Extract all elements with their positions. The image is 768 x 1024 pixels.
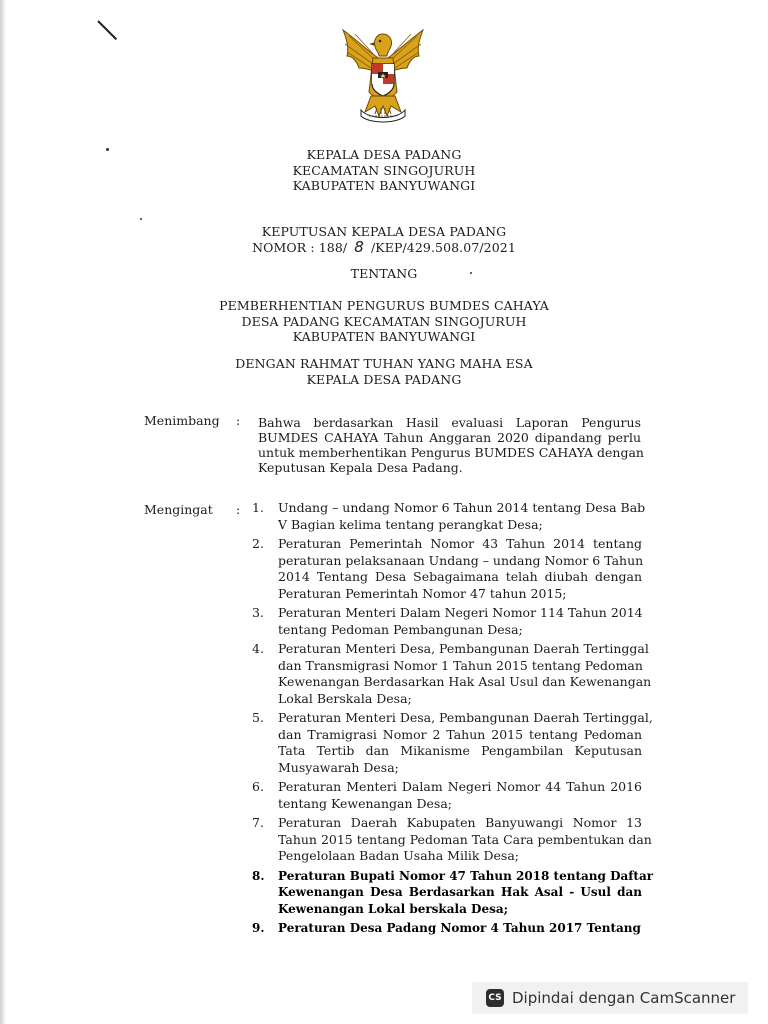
list-item-number: 4. xyxy=(252,641,264,656)
list-item-line: Peraturan Pemerintah Nomor 43 Tahun 2014 tentang xyxy=(278,536,642,551)
tentang-heading xyxy=(0,266,768,282)
decree-number-suffix: /KEP/429.508.07/2021 xyxy=(371,239,516,255)
list-item-line: Peraturan Bupati Nomor 47 Tahun 2018 tentang Daftar xyxy=(278,868,654,883)
mengingat-item xyxy=(246,710,653,776)
list-item-number: 5. xyxy=(252,710,264,725)
list-item-line: Lokal Berskala Desa; xyxy=(278,690,412,706)
list-item-number: 8. xyxy=(252,868,265,883)
decree-title-block xyxy=(0,224,768,255)
mengingat-item xyxy=(246,641,652,707)
paragraph-line: Bahwa berdasarkan Hasil evaluasi Laporan Pengurus xyxy=(258,415,641,430)
header-line: KEPALA DESA PADANG xyxy=(306,147,462,162)
list-item-number: 2. xyxy=(252,536,264,551)
paragraph-line: BUMDES CAHAYA Tahun Anggaran 2020 dipandang perlu xyxy=(258,430,641,445)
scan-speck xyxy=(140,218,142,220)
decree-number-handwritten: 8 xyxy=(354,237,364,256)
decree-number-prefix: NOMOR : 188/ xyxy=(252,239,348,255)
mengingat-item xyxy=(246,605,642,638)
opening-formula xyxy=(0,356,768,387)
list-item-line: V Bagian kelima tentang perangkat Desa; xyxy=(278,516,543,532)
decree-subject xyxy=(0,298,768,345)
list-item-line: Undang – undang Nomor 6 Tahun 2014 tentang Desa Bab xyxy=(278,500,646,515)
list-item-line: Peraturan Desa Padang Nomor 4 Tahun 2017 Tentang xyxy=(278,921,641,935)
subject-line: KABUPATEN BANYUWANGI xyxy=(292,329,476,344)
paragraph-line: untuk memberhentikan Pengurus BUMDES CAHAYA dengan xyxy=(258,445,644,460)
list-item-line: tentang Pedoman Pembangunan Desa; xyxy=(278,621,523,637)
subject-line: PEMBERHENTIAN PENGURUS BUMDES CAHAYA xyxy=(219,298,549,313)
list-item-line: Peraturan Menteri Desa, Pembangunan Daerah Tertinggal xyxy=(278,641,649,656)
list-item-line: Peraturan Pemerintah Nomor 47 tahun 2015; xyxy=(278,585,567,601)
list-item-line: Pengelolaan Badan Usaha Milik Desa; xyxy=(278,848,519,863)
list-item-number: 6. xyxy=(252,779,264,794)
list-item-line: peraturan pelaksanaan Undang – undang Nomor 6 Tahun xyxy=(278,552,644,568)
list-item-line: Peraturan Daerah Kabupaten Banyuwangi Nomor 13 xyxy=(278,815,642,830)
list-item-number: 9. xyxy=(252,921,265,935)
subject-line: DESA PADANG KECAMATAN SINGOJURUH xyxy=(241,313,527,329)
mengingat-item xyxy=(246,500,646,533)
tentang-label: TENTANG xyxy=(350,266,418,281)
mengingat-item xyxy=(246,815,652,865)
list-item-line: Tata Tertib dan Mikanisme Pengambilan Keputusan xyxy=(278,743,642,758)
camscanner-watermark xyxy=(472,982,748,1014)
mengingat-item xyxy=(246,920,642,937)
decree-title: KEPUTUSAN KEPALA DESA PADANG xyxy=(261,224,507,239)
mengingat-colon: : xyxy=(236,502,241,517)
mengingat-item xyxy=(246,779,642,812)
scan-mark xyxy=(97,20,117,40)
list-item-line: Kewenangan Lokal berskala Desa; xyxy=(278,901,509,916)
header-line: KABUPATEN BANYUWANGI xyxy=(292,178,476,193)
issuer-header xyxy=(0,147,768,194)
menimbang-label: Menimbang xyxy=(144,413,220,428)
list-item-line: dan Tramigrasi Nomor 2 Tahun 2015 tentang Pedoman xyxy=(278,726,642,742)
camscanner-logo-icon: CS xyxy=(486,989,504,1007)
mengingat-list xyxy=(246,500,654,940)
list-item-line: Peraturan Menteri Desa, Pembangunan Daerah Tertinggal, xyxy=(278,710,653,725)
menimbang-paragraph xyxy=(258,415,644,475)
list-item-number: 1. xyxy=(252,500,264,515)
list-item-line: Kewenangan Desa Berdasarkan Hak Asal - Usul dan xyxy=(278,885,642,899)
list-item-line: dan Transmigrasi Nomor 1 Tahun 2015 tentang Pedoman xyxy=(278,657,643,673)
list-item-line: Peraturan Menteri Dalam Negeri Nomor 114 Tahun 2014 xyxy=(278,605,643,620)
list-item-line: 2014 Tentang Desa Sebagaimana telah diubah dengan xyxy=(278,569,642,584)
opening-line: DENGAN RAHMAT TUHAN YANG MAHA ESA xyxy=(235,356,533,371)
paragraph-line: Keputusan Kepala Desa Padang. xyxy=(258,460,463,475)
list-item-line: Peraturan Menteri Dalam Negeri Nomor 44 Tahun 2016 xyxy=(278,779,642,794)
mengingat-item xyxy=(246,536,642,602)
list-item-line: Musyawarah Desa; xyxy=(278,759,399,775)
list-item-number: 7. xyxy=(252,815,264,830)
decree-number xyxy=(0,237,768,256)
list-item-line: tentang Kewenangan Desa; xyxy=(278,795,452,811)
camscanner-text: Dipindai dengan CamScanner xyxy=(512,989,736,1007)
mengingat-label: Mengingat xyxy=(144,502,213,517)
opening-line: KEPALA DESA PADANG xyxy=(306,371,462,387)
garuda-emblem-icon xyxy=(335,22,431,126)
list-item-line: Tahun 2015 tentang Pedoman Tata Cara pembentukan dan xyxy=(278,831,652,847)
list-item-number: 3. xyxy=(252,605,264,620)
mengingat-item xyxy=(246,868,654,918)
menimbang-colon: : xyxy=(236,413,241,428)
header-line: KECAMATAN SINGOJURUH xyxy=(292,162,476,178)
list-item-line: Kewenangan Berdasarkan Hak Asal Usul dan Kewenangan xyxy=(278,674,652,689)
